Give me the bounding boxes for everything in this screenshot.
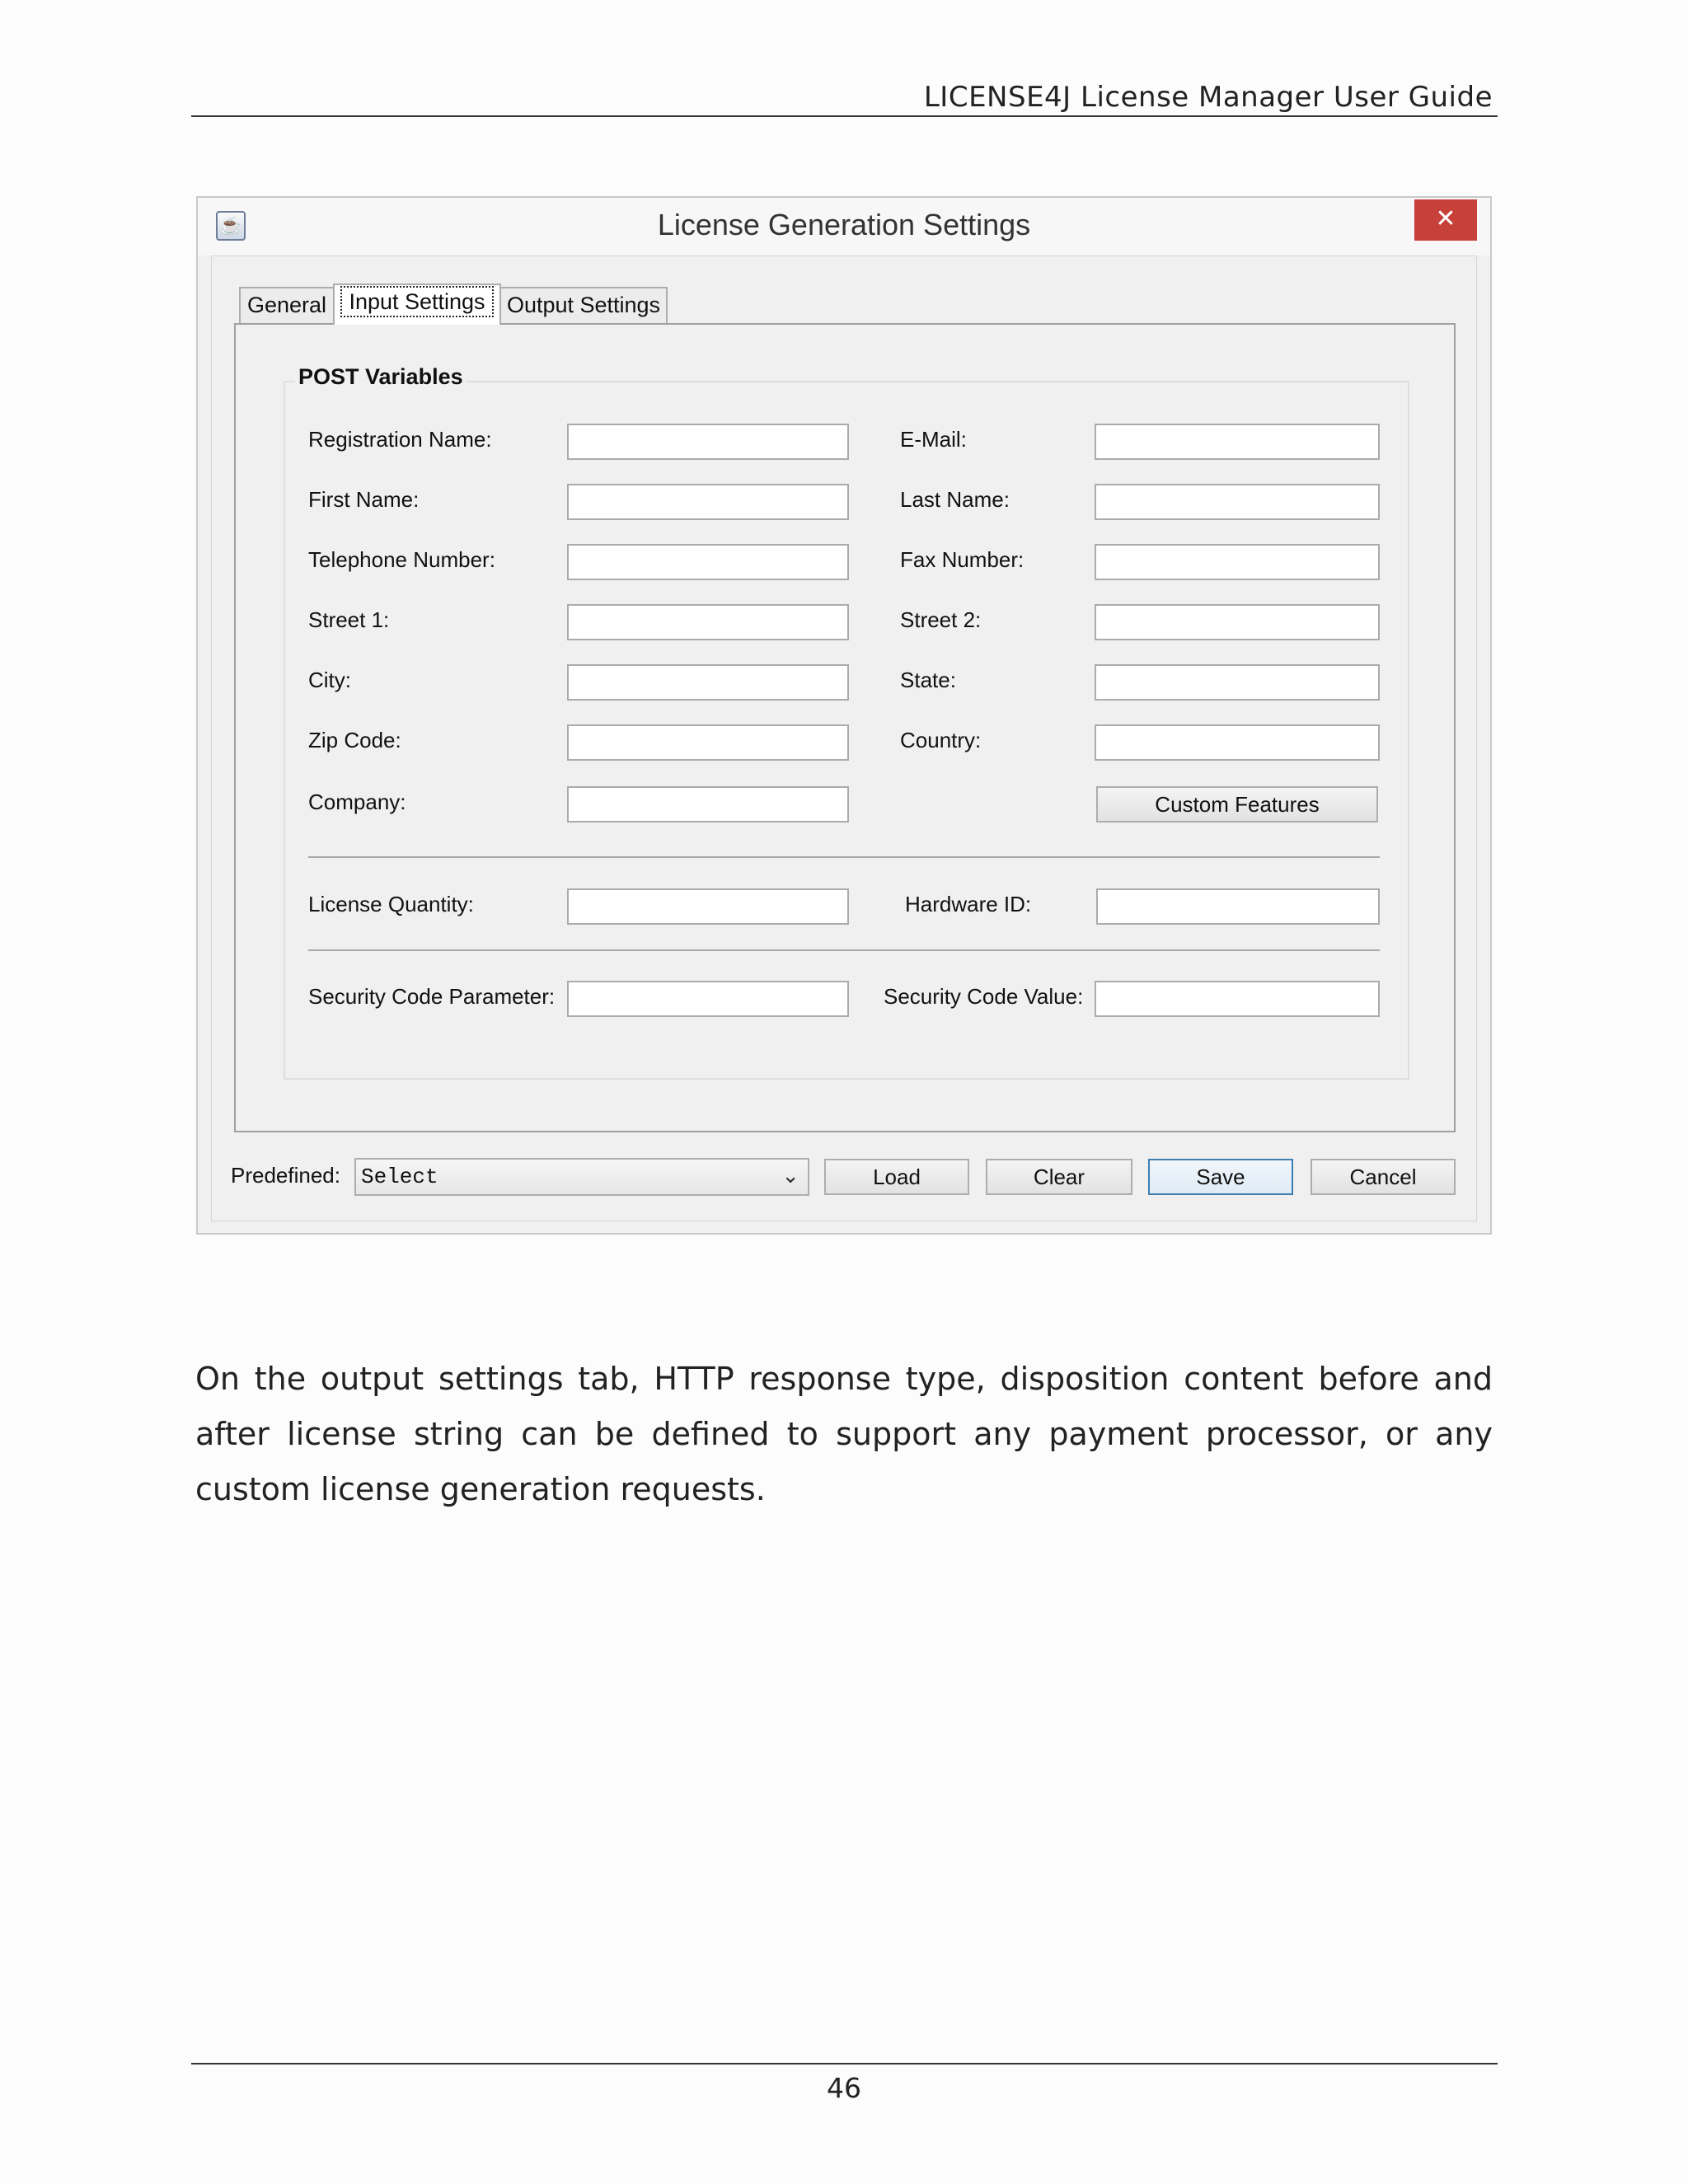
tab-general[interactable] [239, 287, 335, 323]
tab-input-settings-label: Input Settings [344, 289, 490, 314]
security-code-parameter-field[interactable] [567, 981, 849, 1017]
chevron-down-icon: ⌄ [781, 1163, 799, 1188]
city-field[interactable] [567, 664, 849, 701]
hardware-id-field[interactable] [1096, 888, 1380, 925]
hardware-id-label: Hardware ID: [905, 892, 1032, 916]
street2-label: Street 2: [900, 607, 982, 632]
telephone-number-field[interactable] [567, 544, 849, 580]
telephone-number-label: Telephone Number: [308, 547, 495, 572]
custom-features-button[interactable]: Custom Features [1096, 786, 1378, 823]
state-field[interactable] [1095, 664, 1380, 701]
last-name-label: Last Name: [900, 487, 1010, 512]
tab-input-settings[interactable] [333, 284, 501, 325]
predefined-select[interactable] [354, 1158, 809, 1196]
street2-field[interactable] [1095, 604, 1380, 640]
tab-output-settings-label: Output Settings [506, 293, 661, 317]
security-code-parameter-label: Security Code Parameter: [308, 984, 556, 1009]
load-button[interactable]: Load [824, 1159, 969, 1195]
city-label: City: [308, 668, 351, 692]
cancel-button[interactable]: Cancel [1311, 1159, 1456, 1195]
license-quantity-field[interactable] [567, 888, 849, 925]
separator-2 [308, 949, 1380, 951]
street1-label: Street 1: [308, 607, 390, 632]
first-name-field[interactable] [567, 484, 849, 520]
email-label: E-Mail: [900, 427, 967, 452]
country-label: Country: [900, 728, 982, 752]
last-name-field[interactable] [1095, 484, 1380, 520]
close-button[interactable]: ✕ [1414, 199, 1477, 241]
company-field[interactable] [567, 786, 849, 823]
clear-button[interactable]: Clear [986, 1159, 1132, 1195]
license-quantity-label: License Quantity: [308, 892, 474, 916]
security-code-value-label: Security Code Value: [884, 984, 1084, 1009]
street1-field[interactable] [567, 604, 849, 640]
save-button[interactable]: Save [1148, 1159, 1293, 1195]
page-header-title: LICENSE4J License Manager User Guide [923, 81, 1493, 114]
company-label: Company: [308, 790, 406, 814]
post-variables-title: POST Variables [295, 364, 467, 390]
tab-general-label: General [246, 293, 327, 317]
state-label: State: [900, 668, 956, 692]
first-name-label: First Name: [308, 487, 420, 512]
country-field[interactable] [1095, 724, 1380, 761]
security-code-value-field[interactable] [1095, 981, 1380, 1017]
dialog-title: License Generation Settings [657, 208, 1031, 241]
footer-rule [191, 2063, 1498, 2064]
zip-code-label: Zip Code: [308, 728, 401, 752]
predefined-label: Predefined: [231, 1163, 340, 1188]
license-generation-settings-dialog [196, 196, 1492, 1235]
email-field[interactable] [1095, 424, 1380, 460]
tab-output-settings[interactable] [499, 287, 668, 323]
zip-code-field[interactable] [567, 724, 849, 761]
predefined-select-value: Select [361, 1165, 438, 1189]
page-number: 46 [827, 2072, 861, 2104]
title-bar[interactable] [198, 198, 1490, 255]
page-header [191, 76, 1498, 117]
java-app-icon: ☕ [216, 211, 246, 241]
fax-number-field[interactable] [1095, 544, 1380, 580]
fax-number-label: Fax Number: [900, 547, 1025, 572]
registration-name-label: Registration Name: [308, 427, 492, 452]
body-paragraph: On the output settings tab, HTTP response type, disposition content before and after license string can be defined to support any payment processor, or any custom license generation requests. [195, 1361, 1493, 1507]
separator-1 [308, 856, 1380, 858]
registration-name-field[interactable] [567, 424, 849, 460]
